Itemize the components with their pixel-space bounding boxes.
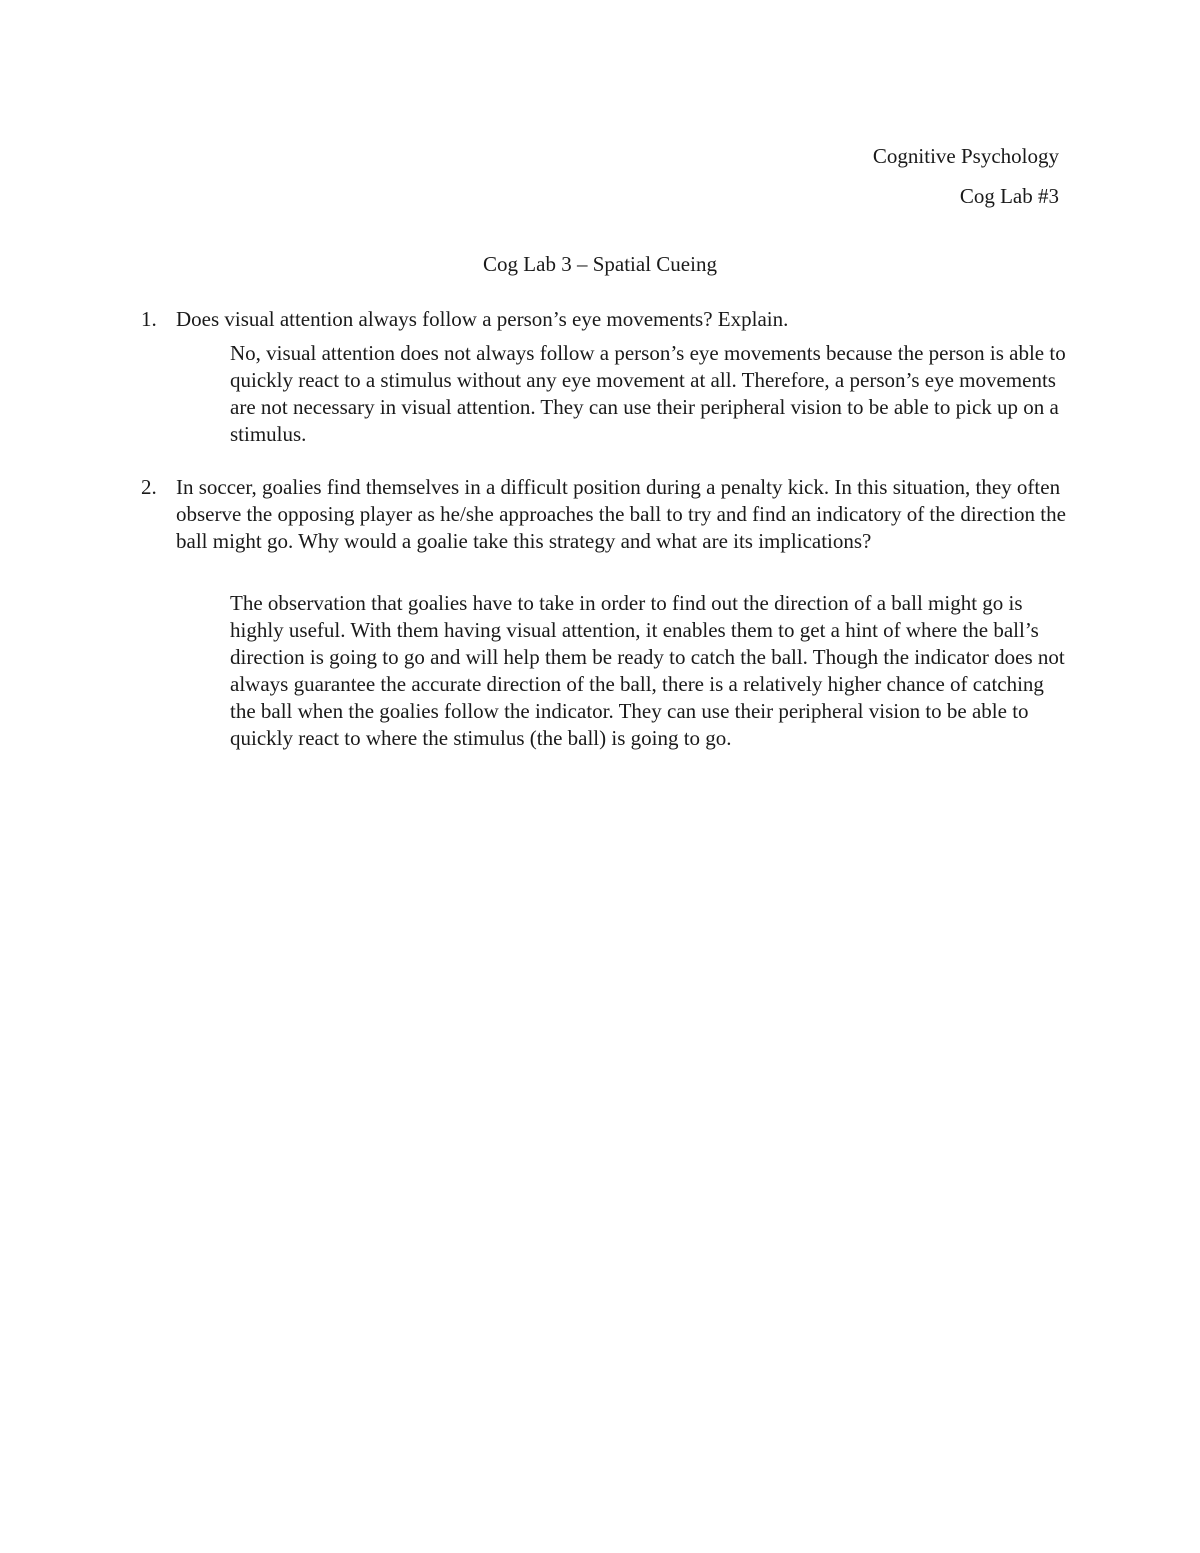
answer-1: No, visual attention does not always follow a person’s eye movements because the person is able to quickly react to a stimulus without any eye movement at all. Therefore, a person’s eye movements are not necessary in visual attention. They can use their peripheral vision to be able to pick up on a stimulus. xyxy=(230,341,1066,446)
question-number: 1. xyxy=(141,307,157,331)
lab-number: Cog Lab #3 xyxy=(959,184,1059,208)
answer-2: The observation that goalies have to take in order to find out the direction of a ball might go is highly useful. With them having visual attention, it enables them to get a hint of where the ball’s direction is going to go and will help them be ready to catch the ball. Though the indicator does not always guarantee the accurate direction of the ball, there is a relatively higher chance of catching the ball when the goalies follow the indicator. They can use their peripheral vision to be able to quickly react to where the stimulus (the ball) is going to go. xyxy=(230,591,1065,750)
question-number: 2. xyxy=(141,475,157,499)
document-title: Cog Lab 3 – Spatial Cueing xyxy=(483,252,717,276)
course-name: Cognitive Psychology xyxy=(872,144,1059,168)
question-text: In soccer, goalies find themselves in a difficult position during a penalty kick. In this situation, they often observe the opposing player as he/she approaches the ball to try and find an indicatory of the direction the ball might go. Why would a goalie take this strategy and what are its implications? xyxy=(176,475,1066,553)
question-text: Does visual attention always follow a person’s eye movements? Explain. xyxy=(176,307,789,331)
